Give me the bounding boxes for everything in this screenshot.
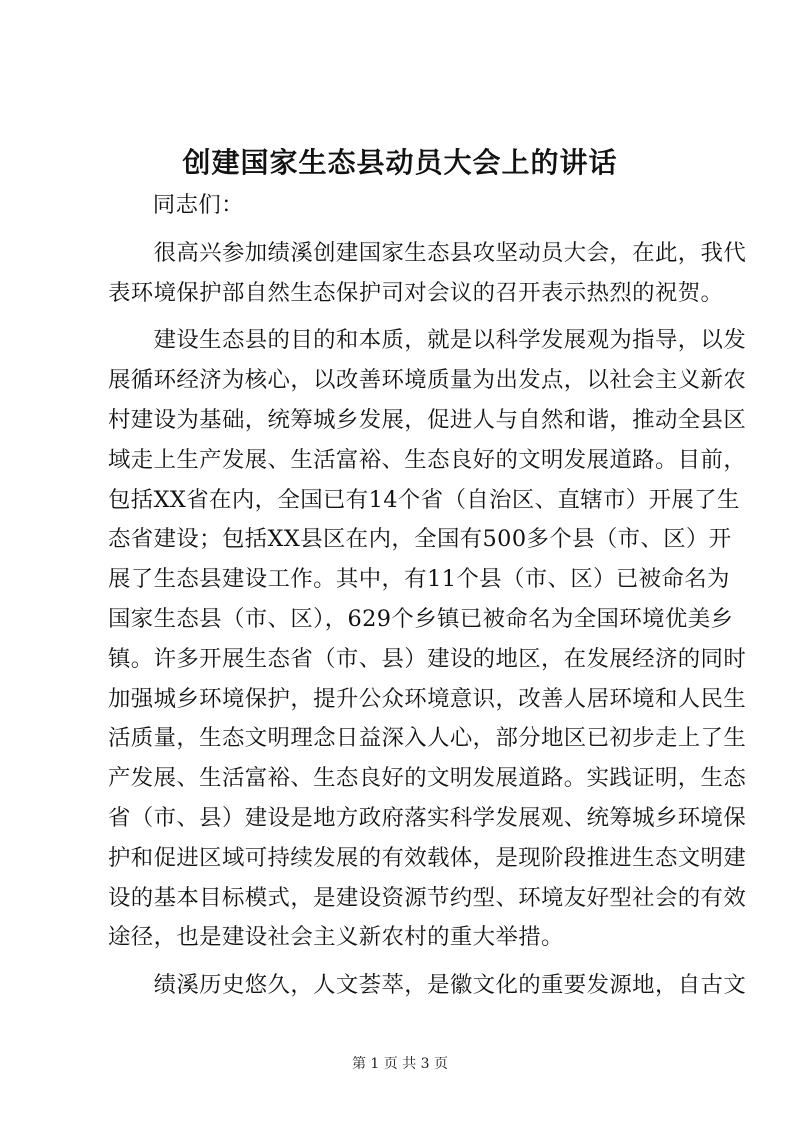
text-line: 村建设为基础，统筹城乡发展，促进人与自然和谐，推动全县区 xyxy=(108,406,747,433)
text-line: 展了生态县建设工作。其中，有11个县（市、区）已被命名为 xyxy=(108,566,730,593)
text-line: 镇。许多开展生态省（市、县）建设的地区，在发展经济的同时 xyxy=(108,645,747,672)
text-line: 省（市、县）建设是地方政府落实科学发展观、统筹城乡环境保 xyxy=(108,804,747,831)
text-line: 国家生态县（市、区），629个乡镇已被命名为全国环境优美乡 xyxy=(108,605,734,632)
text-line: 包括XX省在内，全国已有14个省（自治区、直辖市）开展了生 xyxy=(108,486,740,513)
document-title: 创建国家生态县动员大会上的讲话 xyxy=(182,146,618,179)
text-line: 加强城乡环境保护，提升公众环境意识，改善人居环境和人民生 xyxy=(108,685,747,712)
document-body xyxy=(108,186,747,1006)
text-line: 绩溪历史悠久，人文荟萃，是徽文化的重要发源地，自古文 xyxy=(108,972,747,999)
text-line: 表环境保护部自然生态保护司对会议的召开表示热烈的祝贺。 xyxy=(108,279,724,306)
page-number-footer: 第 1 页 共 3 页 xyxy=(351,1056,449,1072)
text-line: 态省建设；包括XX县区在内，全国有500多个县（市、区）开 xyxy=(108,526,732,553)
text-line: 产发展、生活富裕、生态良好的文明发展道路。实践证明，生态 xyxy=(108,765,747,792)
text-line: 设的基本目标模式，是建设资源节约型、环境友好型社会的有效 xyxy=(108,884,747,911)
text-line: 途径，也是建设社会主义新农村的重大举措。 xyxy=(108,924,564,951)
text-line: 护和促进区域可持续发展的有效载体，是现阶段推进生态文明建 xyxy=(108,844,747,871)
text-line: 活质量，生态文明理念日益深入人心，部分地区已初步走上了生 xyxy=(108,725,747,752)
text-line: 建设生态县的目的和本质，就是以科学发展观为指导，以发 xyxy=(108,327,747,354)
greeting-line: 同志们： xyxy=(152,192,244,218)
paragraph-1 xyxy=(108,234,747,314)
paragraph-2 xyxy=(108,321,747,958)
text-line: 展循环经济为核心，以改善环境质量为出发点，以社会主义新农 xyxy=(108,367,747,394)
paragraph-3 xyxy=(108,966,747,1006)
text-line: 很高兴参加绩溪创建国家生态县攻坚动员大会，在此，我代 xyxy=(108,239,747,266)
text-line: 域走上生产发展、生活富裕、生态良好的文明发展道路。目前， xyxy=(108,446,747,473)
